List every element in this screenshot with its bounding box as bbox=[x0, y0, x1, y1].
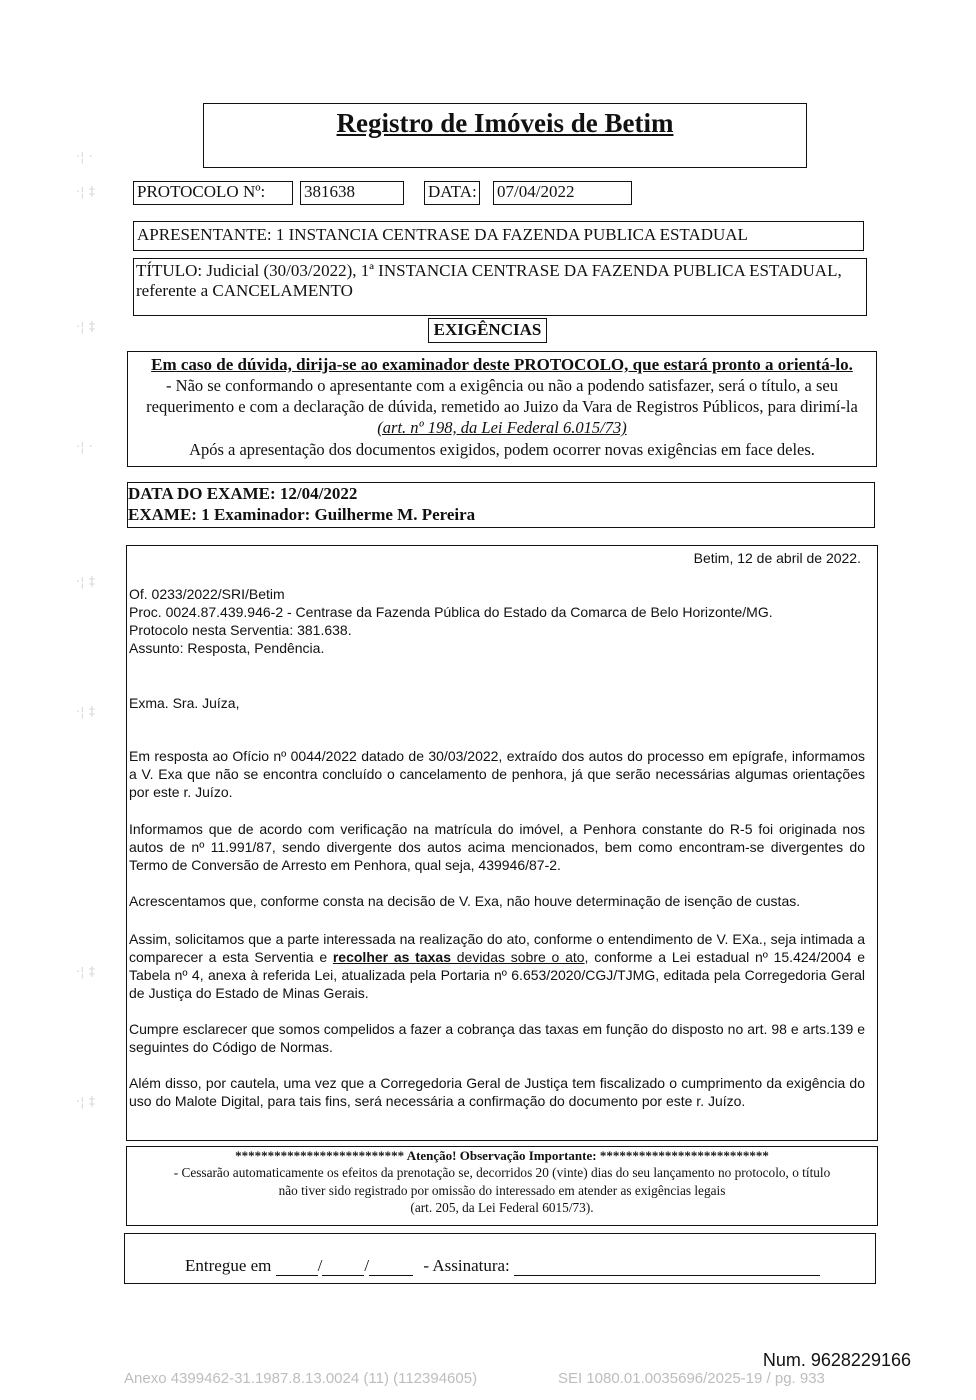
letter-of: Of. 0233/2022/SRI/Betim bbox=[129, 586, 285, 602]
scan-mark: ·¦ ‡ bbox=[76, 1095, 96, 1110]
atencao-line-1: - Cessarão automaticamente os efeitos da prenotação se, decorridos 20 (vinte) dias do seu lançamento no protocolo, o título bbox=[173, 1165, 831, 1180]
scan-mark: ·¦ · bbox=[76, 150, 93, 165]
scan-mark: ·¦ ‡ bbox=[76, 705, 96, 720]
letter-assunto: Assunto: Resposta, Pendência. bbox=[129, 640, 325, 656]
letter-proc: Proc. 0024.87.439.946-2 - Centrase da Fazenda Pública do Estado da Comarca de Belo Horizonte/MG. bbox=[129, 604, 773, 620]
exigencias-line-4: (art. nº 198, da Lei Federal 6.015/73) bbox=[377, 418, 627, 437]
scan-mark: ·¦ ‡ bbox=[76, 320, 96, 335]
document-number: Num. 9628229166 bbox=[762, 1350, 911, 1370]
exigencias-line-5: Após a apresentação dos documentos exigidos, podem ocorrer novas exigências em face deles. bbox=[189, 440, 815, 459]
letter-paragraph-3: Acrescentamos que, conforme consta na decisão de V. Exa, não houve determinação de isenção de custas. bbox=[129, 893, 801, 909]
atencao-box bbox=[126, 1146, 878, 1226]
letter-paragraph-6: Além disso, por cautela, uma vez que a Corregedoria Geral de Justiça tem fiscalizado o cumprimento da exigência do uso do Malote Digital, para tais fins, será necessária a confirmação do documento por este r. Juízo. bbox=[129, 1075, 865, 1109]
assinatura-label: - Assinatura: bbox=[423, 1256, 510, 1275]
exigencias-heading: EXIGÊNCIAS bbox=[428, 318, 547, 343]
apresentante-field: APRESENTANTE: 1 INSTANCIA CENTRASE DA FAZENDA PUBLICA ESTADUAL bbox=[133, 221, 864, 251]
exame-date: DATA DO EXAME: 12/04/2022 bbox=[128, 484, 358, 503]
letter-paragraph-1: Em resposta ao Ofício nº 0044/2022 datado de 30/03/2022, extraído dos autos do processo em epígrafe, informamos a V. Exa que não se encontra concluído o cancelamento de penhora, já que serão necessárias algumas orientações por este r. Juízo. bbox=[129, 748, 865, 800]
title-box bbox=[203, 103, 807, 168]
entrega-year-blank[interactable] bbox=[369, 1261, 413, 1276]
letter-date: Betim, 12 de abril de 2022. bbox=[693, 550, 861, 566]
data-label: DATA: bbox=[424, 181, 480, 205]
p4-text-b: , conforme a Lei estadual nº 15.424/2004 e Tabela nº 4, anexa à referida Lei, atualizada pela Portaria nº 6.653/2020/CGJ/TJMG, editada pela Corregedoria Geral de Justiça do Estado de Minas Gerais. bbox=[129, 949, 866, 1001]
letter-paragraph-4 bbox=[129, 930, 865, 1002]
footer-sei: SEI 1080.01.0035696/2025-19 / pg. 933 bbox=[558, 1370, 825, 1387]
scan-mark: ·¦ ‡ bbox=[76, 575, 96, 590]
letter-protocolo: Protocolo nesta Serventia: 381.638. bbox=[129, 622, 352, 638]
entrega-month-blank[interactable] bbox=[322, 1261, 364, 1276]
entrega-sep-1: / bbox=[317, 1256, 323, 1275]
exigencias-line-2: - Não se conformando o apresentante com a exigência ou não a podendo satisfazer, será o título, a seu bbox=[166, 376, 838, 395]
exame-examinador: EXAME: 1 Examinador: Guilherme M. Pereira bbox=[128, 505, 476, 524]
entrega-label: Entregue em bbox=[185, 1256, 272, 1275]
scan-mark: ·¦ ‡ bbox=[76, 185, 96, 200]
assinatura-blank[interactable] bbox=[514, 1261, 820, 1276]
document-title: Registro de Imóveis de Betim bbox=[336, 108, 674, 138]
titulo-box bbox=[133, 258, 867, 316]
titulo-line-2: referente a CANCELAMENTO bbox=[136, 281, 353, 300]
p4-text-a: Assim, solicitamos que a parte interessada na realização do ato, conforme o entendimento de V. EXa., seja intimada a comparecer a esta Serventia e bbox=[129, 931, 865, 965]
atencao-line-3: (art. 205, da Lei Federal 6015/73). bbox=[410, 1200, 594, 1215]
data-value: 07/04/2022 bbox=[493, 181, 632, 205]
entrega-row bbox=[185, 1256, 820, 1276]
protocolo-label: PROTOCOLO Nº: bbox=[133, 181, 293, 205]
p4-underlined-text: devidas sobre o ato bbox=[451, 949, 585, 965]
entrega-sep-2: / bbox=[364, 1256, 370, 1275]
exame-box bbox=[127, 482, 875, 528]
scan-mark: ·¦ ‡ bbox=[76, 965, 96, 980]
titulo-line-1: TÍTULO: Judicial (30/03/2022), 1ª INSTANCIA CENTRASE DA FAZENDA PUBLICA ESTADUAL, bbox=[136, 261, 842, 280]
atencao-line-2: não tiver sido registrado por omissão do interessado em atender as exigências legais bbox=[278, 1183, 726, 1198]
exigencias-box bbox=[127, 351, 877, 467]
entrega-day-blank[interactable] bbox=[276, 1261, 318, 1276]
atencao-heading: ************************** Atenção! Observação Importante: ************************** bbox=[235, 1148, 769, 1163]
footer-anexo: Anexo 4399462-31.1987.8.13.0024 (11) (112394605) bbox=[124, 1370, 478, 1387]
p4-bold-text: recolher as taxas bbox=[332, 949, 451, 965]
exigencias-line-3: requerimento e com a declaração de dúvida, remetido ao Juizo da Vara de Registros Públicos, para dirimí-la bbox=[146, 397, 858, 416]
protocolo-value: 381638 bbox=[300, 181, 404, 205]
letter-paragraph-2: Informamos que de acordo com verificação na matrícula do imóvel, a Penhora constante do R-5 foi originada nos autos de nº 11.991/87, sendo divergente dos autos acima mencionados, bem como encontram-se divergentes do Termo de Conversão de Arresto em Penhora, qual seja, 439946/87-2. bbox=[129, 821, 865, 873]
letter-salutation: Exma. Sra. Juíza, bbox=[129, 695, 240, 711]
exigencias-line-1: Em caso de dúvida, dirija-se ao examinador deste PROTOCOLO, que estará pronto a orientá-lo. bbox=[151, 355, 853, 374]
letter-paragraph-5: Cumpre esclarecer que somos compelidos a fazer a cobrança das taxas em função do disposto no art. 98 e arts.139 e seguintes do Código de Normas. bbox=[129, 1021, 865, 1055]
scan-mark: ·¦ · bbox=[76, 440, 93, 455]
entrega-box bbox=[124, 1233, 876, 1284]
